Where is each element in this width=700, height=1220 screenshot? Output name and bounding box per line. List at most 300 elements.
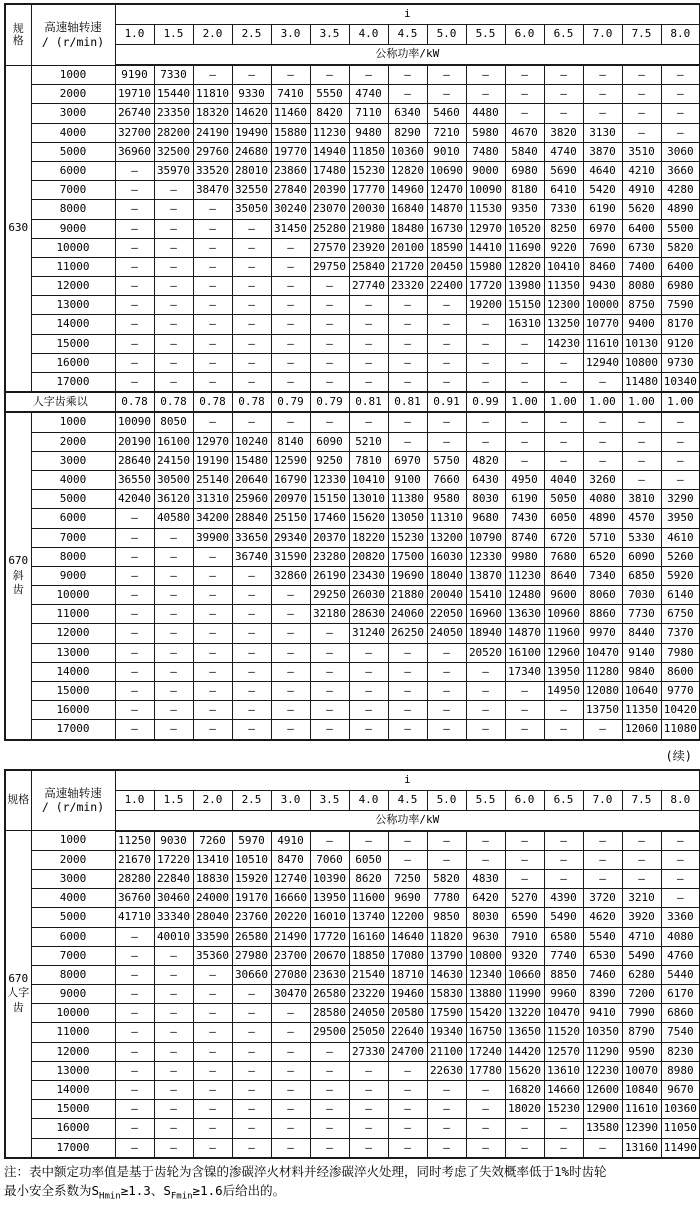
power-value-cell: —	[505, 412, 544, 432]
power-value-cell: 11690	[505, 238, 544, 257]
power-value-cell: 9350	[505, 200, 544, 219]
power-value-cell: 31310	[193, 490, 232, 509]
power-value-cell: 7430	[505, 509, 544, 528]
rpm-cell: 13000	[31, 643, 115, 662]
power-value-cell: 3660	[661, 161, 700, 180]
power-value-cell: —	[115, 373, 154, 393]
power-value-cell: 5710	[583, 528, 622, 547]
power-value-cell: 26580	[232, 927, 271, 946]
power-value-cell: 10470	[544, 1004, 583, 1023]
table-row	[5, 123, 700, 142]
power-value-cell: 36740	[232, 547, 271, 566]
power-value-cell: 28280	[115, 869, 154, 888]
table-row	[5, 701, 700, 720]
power-value-cell: 19460	[388, 985, 427, 1004]
power-value-cell: 9630	[466, 927, 505, 946]
power-value-cell: 4640	[583, 161, 622, 180]
power-value-cell: —	[271, 682, 310, 701]
table-row	[5, 1119, 700, 1138]
power-value-cell: —	[466, 315, 505, 334]
power-value-cell: 7590	[661, 296, 700, 315]
note-line2-mid: ≥1.3、S	[120, 1182, 171, 1198]
power-value-cell: —	[349, 831, 388, 851]
power-value-cell: 5420	[583, 181, 622, 200]
power-value-cell: 16750	[466, 1023, 505, 1042]
power-value-cell: —	[505, 353, 544, 372]
power-value-cell: —	[232, 277, 271, 296]
table-row	[5, 334, 700, 353]
power-value-cell: —	[193, 985, 232, 1004]
power-value-cell: 8230	[661, 1042, 700, 1061]
power-value-cell: 18320	[193, 104, 232, 123]
power-value-cell: —	[583, 65, 622, 85]
power-value-cell: 13160	[622, 1138, 661, 1158]
power-value-cell: 9220	[544, 238, 583, 257]
power-value-cell: —	[427, 412, 466, 432]
power-value-cell: 40580	[154, 509, 193, 528]
power-value-cell: 8980	[661, 1061, 700, 1080]
power-value-cell: 5500	[661, 219, 700, 238]
multiplier-value-cell: 1.00	[622, 392, 661, 412]
power-value-cell: —	[505, 373, 544, 393]
power-value-cell: 11460	[271, 104, 310, 123]
power-value-cell: 11610	[583, 334, 622, 353]
power-value-cell: —	[115, 643, 154, 662]
rpm-cell: 5000	[31, 142, 115, 161]
power-value-cell: 15480	[232, 451, 271, 470]
power-value-cell: —	[193, 315, 232, 334]
power-value-cell: —	[232, 586, 271, 605]
power-value-cell: —	[271, 1004, 310, 1023]
power-value-cell: 18480	[388, 219, 427, 238]
power-value-cell: 36960	[115, 142, 154, 161]
power-value-cell: 9190	[115, 65, 154, 85]
power-value-cell: 24000	[193, 889, 232, 908]
power-value-cell: 36550	[115, 470, 154, 489]
power-value-cell: 8290	[388, 123, 427, 142]
power-value-cell: —	[154, 624, 193, 643]
power-value-cell: —	[427, 1138, 466, 1158]
power-value-cell: 10800	[466, 946, 505, 965]
rpm-cell: 9000	[31, 219, 115, 238]
power-value-cell: —	[349, 353, 388, 372]
power-value-cell: —	[466, 701, 505, 720]
rpm-cell: 7000	[31, 946, 115, 965]
rpm-cell: 1000	[31, 412, 115, 432]
power-value-cell: 12340	[466, 965, 505, 984]
power-value-cell: —	[115, 238, 154, 257]
power-value-cell: 16660	[271, 889, 310, 908]
power-value-cell: —	[427, 353, 466, 372]
power-value-cell: 15620	[349, 509, 388, 528]
power-value-cell: —	[154, 277, 193, 296]
power-value-cell: —	[583, 373, 622, 393]
power-value-cell: —	[466, 412, 505, 432]
power-value-cell: 10690	[427, 161, 466, 180]
rpm-cell: 11000	[31, 257, 115, 276]
power-value-cell: —	[232, 219, 271, 238]
table-row	[5, 927, 700, 946]
power-value-cell: —	[505, 720, 544, 740]
power-value-cell: —	[193, 682, 232, 701]
ratio-header-cell: 8.0	[661, 790, 700, 810]
power-value-cell: 13410	[193, 850, 232, 869]
power-value-cell: 13010	[349, 490, 388, 509]
power-value-cell: 14960	[388, 181, 427, 200]
power-value-cell: 22640	[388, 1023, 427, 1042]
power-value-cell: 32500	[154, 142, 193, 161]
power-value-cell: 10240	[232, 432, 271, 451]
power-value-cell: 7200	[622, 985, 661, 1004]
power-value-cell: —	[583, 104, 622, 123]
power-value-cell: 8050	[154, 412, 193, 432]
ratio-header-cell: 7.0	[583, 790, 622, 810]
power-value-cell: —	[193, 1061, 232, 1080]
power-value-cell: —	[661, 65, 700, 85]
ratio-header-cell: 7.5	[622, 790, 661, 810]
power-value-cell: —	[544, 65, 583, 85]
power-value-cell: —	[583, 451, 622, 470]
power-value-cell: 8790	[622, 1023, 661, 1042]
rpm-cell: 12000	[31, 1042, 115, 1061]
power-value-cell: —	[154, 238, 193, 257]
rpm-cell: 2000	[31, 85, 115, 104]
power-value-cell: 11350	[622, 701, 661, 720]
power-value-cell: 23430	[349, 566, 388, 585]
power-value-cell: 10130	[622, 334, 661, 353]
power-value-cell: —	[583, 1138, 622, 1158]
table-body	[5, 831, 700, 1158]
power-value-cell: 12480	[505, 586, 544, 605]
power-value-cell: 16010	[310, 908, 349, 927]
power-value-cell: —	[232, 605, 271, 624]
spec-cell: 630	[5, 65, 31, 392]
power-value-cell: 19770	[271, 142, 310, 161]
power-value-cell: —	[154, 946, 193, 965]
power-value-cell: 8080	[622, 277, 661, 296]
power-value-cell: —	[661, 889, 700, 908]
power-value-cell: 6980	[505, 161, 544, 180]
power-value-cell: —	[271, 353, 310, 372]
power-value-cell: —	[349, 315, 388, 334]
power-value-cell: 31240	[349, 624, 388, 643]
power-value-cell: 17080	[388, 946, 427, 965]
power-value-cell: 12390	[622, 1119, 661, 1138]
power-value-cell: 32860	[271, 566, 310, 585]
power-value-cell: 3920	[622, 908, 661, 927]
power-value-cell: 5750	[427, 451, 466, 470]
power-value-cell: 6980	[661, 277, 700, 296]
power-value-cell: —	[154, 643, 193, 662]
table-row	[5, 451, 700, 470]
power-value-cell: —	[154, 257, 193, 276]
power-value-cell: —	[271, 720, 310, 740]
power-value-cell: 7740	[544, 946, 583, 965]
power-value-cell: —	[115, 1042, 154, 1061]
power-table-2	[4, 769, 698, 1159]
power-value-cell: —	[388, 1100, 427, 1119]
power-value-cell: —	[154, 1042, 193, 1061]
power-value-cell: —	[310, 831, 349, 851]
power-value-cell: 31450	[271, 219, 310, 238]
rpm-cell: 9000	[31, 985, 115, 1004]
power-value-cell: 16730	[427, 219, 466, 238]
power-value-cell: —	[427, 1119, 466, 1138]
power-value-cell: —	[427, 334, 466, 353]
power-value-cell: —	[154, 1004, 193, 1023]
rpm-cell: 16000	[31, 701, 115, 720]
table-row	[5, 643, 700, 662]
power-value-cell: 4950	[505, 470, 544, 489]
multiplier-value-cell: 0.91	[427, 392, 466, 412]
power-value-cell: —	[544, 373, 583, 393]
power-value-cell: 10510	[232, 850, 271, 869]
table-row	[5, 238, 700, 257]
power-value-cell: —	[271, 296, 310, 315]
table-row	[5, 831, 700, 851]
multiplier-value-cell: 0.79	[271, 392, 310, 412]
power-value-cell: —	[232, 720, 271, 740]
power-value-cell: 8030	[466, 908, 505, 927]
ratio-header-cell: 5.5	[466, 25, 505, 45]
power-value-cell: —	[661, 123, 700, 142]
power-value-cell: —	[232, 662, 271, 681]
power-value-cell: 9590	[622, 1042, 661, 1061]
table-row	[5, 1100, 700, 1119]
ratio-header-cell: 3.0	[271, 790, 310, 810]
power-value-cell: 3810	[622, 490, 661, 509]
power-value-cell: 16960	[466, 605, 505, 624]
power-value-cell: 10840	[622, 1081, 661, 1100]
power-value-cell: 5840	[505, 142, 544, 161]
power-value-cell: 4280	[661, 181, 700, 200]
power-value-cell: 28010	[232, 161, 271, 180]
power-value-cell: 11050	[661, 1119, 700, 1138]
power-value-cell: —	[154, 662, 193, 681]
power-value-cell: 20370	[310, 528, 349, 547]
power-value-cell: —	[466, 831, 505, 851]
power-value-cell: 9320	[505, 946, 544, 965]
table-row	[5, 470, 700, 489]
power-value-cell: 23350	[154, 104, 193, 123]
ratio-header-cell: 6.0	[505, 790, 544, 810]
power-value-cell: —	[388, 1138, 427, 1158]
power-value-cell: 13200	[427, 528, 466, 547]
power-value-cell: 5920	[661, 566, 700, 585]
power-value-cell: 10420	[661, 701, 700, 720]
power-value-cell: 5330	[622, 528, 661, 547]
power-value-cell: 4740	[349, 85, 388, 104]
power-value-cell: 4480	[466, 104, 505, 123]
power-value-cell: 16840	[388, 200, 427, 219]
ratio-header-cell: 5.0	[427, 25, 466, 45]
power-value-cell: —	[583, 85, 622, 104]
ratio-header-cell: 2.0	[193, 25, 232, 45]
power-value-cell: —	[271, 605, 310, 624]
note-subscript-hmin: Hmin	[99, 1191, 121, 1201]
power-value-cell: —	[466, 662, 505, 681]
power-value-cell: —	[232, 1138, 271, 1158]
power-value-cell: 7990	[622, 1004, 661, 1023]
power-value-cell: —	[583, 869, 622, 888]
power-value-cell: —	[622, 869, 661, 888]
power-value-cell: 5270	[505, 889, 544, 908]
power-value-cell: 6750	[661, 605, 700, 624]
multiplier-value-cell: 1.00	[505, 392, 544, 412]
power-value-cell: —	[466, 1138, 505, 1158]
power-value-cell: —	[388, 65, 427, 85]
power-value-cell: —	[388, 1061, 427, 1080]
power-value-cell: —	[349, 334, 388, 353]
power-value-cell: 7680	[544, 547, 583, 566]
power-value-cell: 27570	[310, 238, 349, 257]
speed-column-header: 高速轴转速 / (r/min)	[31, 4, 115, 65]
power-value-cell: —	[232, 353, 271, 372]
power-value-cell: 5440	[661, 965, 700, 984]
power-value-cell: —	[388, 296, 427, 315]
power-value-cell: 33650	[232, 528, 271, 547]
power-value-cell: —	[310, 1081, 349, 1100]
power-value-cell: 15880	[271, 123, 310, 142]
multiplier-value-cell: 1.00	[583, 392, 622, 412]
power-value-cell: —	[154, 547, 193, 566]
spec-cell: 670 斜 齿	[5, 412, 31, 739]
power-value-cell: —	[154, 296, 193, 315]
table-header	[5, 770, 700, 831]
power-value-cell: 20670	[310, 946, 349, 965]
power-value-cell: —	[115, 1081, 154, 1100]
power-value-cell: 3510	[622, 142, 661, 161]
power-value-cell: 8390	[583, 985, 622, 1004]
power-value-cell: 12970	[466, 219, 505, 238]
power-value-cell: 19710	[115, 85, 154, 104]
power-value-cell: —	[232, 1023, 271, 1042]
power-value-cell: 34200	[193, 509, 232, 528]
power-value-cell: 8750	[622, 296, 661, 315]
power-value-cell: 13980	[505, 277, 544, 296]
power-value-cell: 6090	[310, 432, 349, 451]
rpm-cell: 5000	[31, 908, 115, 927]
table-row	[5, 65, 700, 85]
power-value-cell: 4820	[466, 451, 505, 470]
power-value-cell: 13790	[427, 946, 466, 965]
power-value-cell: —	[466, 373, 505, 393]
ratio-i-header: i	[115, 4, 700, 25]
power-value-cell: 7480	[466, 142, 505, 161]
power-value-cell: —	[505, 850, 544, 869]
power-value-cell: 20030	[349, 200, 388, 219]
power-value-cell: 15980	[466, 257, 505, 276]
power-value-cell: 9410	[583, 1004, 622, 1023]
power-value-cell: —	[154, 701, 193, 720]
power-value-cell: —	[232, 1100, 271, 1119]
power-value-cell: 6520	[583, 547, 622, 566]
power-value-cell: 19170	[232, 889, 271, 908]
power-value-cell: 16790	[271, 470, 310, 489]
power-value-cell: —	[466, 65, 505, 85]
power-value-cell: —	[193, 200, 232, 219]
power-value-cell: 19490	[232, 123, 271, 142]
power-value-cell: 10960	[544, 605, 583, 624]
power-value-cell: —	[232, 1081, 271, 1100]
rpm-cell: 6000	[31, 161, 115, 180]
power-value-cell: —	[310, 624, 349, 643]
multiplier-label: 人字齿乘以	[5, 392, 115, 412]
table-row	[5, 200, 700, 219]
power-value-cell: 15150	[310, 490, 349, 509]
power-value-cell: —	[622, 451, 661, 470]
power-value-cell: 4390	[544, 889, 583, 908]
power-value-cell: —	[115, 701, 154, 720]
power-value-cell: 28040	[193, 908, 232, 927]
power-value-cell: —	[349, 720, 388, 740]
power-value-cell: 23860	[271, 161, 310, 180]
power-value-cell: 22840	[154, 869, 193, 888]
power-value-cell: 4890	[661, 200, 700, 219]
power-value-cell: 7540	[661, 1023, 700, 1042]
table-row	[5, 277, 700, 296]
power-value-cell: 33520	[193, 161, 232, 180]
power-value-cell: 14230	[544, 334, 583, 353]
note-text	[4, 1163, 698, 1204]
power-value-cell: 19690	[388, 566, 427, 585]
power-value-cell: —	[427, 662, 466, 681]
power-value-cell: 14950	[544, 682, 583, 701]
power-value-cell: —	[544, 451, 583, 470]
power-value-cell: 24050	[427, 624, 466, 643]
power-value-cell: 17780	[466, 1061, 505, 1080]
power-value-cell: 5550	[310, 85, 349, 104]
power-value-cell: —	[427, 682, 466, 701]
power-value-cell: 6190	[583, 200, 622, 219]
rpm-cell: 3000	[31, 869, 115, 888]
power-value-cell: 23760	[232, 908, 271, 927]
table-row	[5, 1138, 700, 1158]
power-value-cell: —	[427, 831, 466, 851]
power-value-cell: 13050	[388, 509, 427, 528]
rpm-cell: 3000	[31, 104, 115, 123]
power-value-cell: —	[427, 850, 466, 869]
power-value-cell: —	[232, 566, 271, 585]
power-value-cell: —	[466, 682, 505, 701]
power-value-cell: —	[193, 566, 232, 585]
power-value-cell: 32700	[115, 123, 154, 142]
rpm-cell: 13000	[31, 1061, 115, 1080]
power-value-cell: 12970	[193, 432, 232, 451]
power-value-cell: 9120	[661, 334, 700, 353]
power-value-cell: 5540	[583, 927, 622, 946]
power-value-cell: 6430	[466, 470, 505, 489]
power-value-cell: —	[622, 104, 661, 123]
power-value-cell: —	[193, 296, 232, 315]
power-value-cell: 16030	[427, 547, 466, 566]
power-value-cell: —	[349, 1061, 388, 1080]
ratio-header-cell: 6.0	[505, 25, 544, 45]
power-value-cell: —	[388, 432, 427, 451]
power-value-cell: 9480	[349, 123, 388, 142]
power-value-cell: —	[427, 65, 466, 85]
power-value-cell: 17460	[310, 509, 349, 528]
power-value-cell: 17480	[310, 161, 349, 180]
power-value-cell: 9840	[622, 662, 661, 681]
power-value-cell: —	[310, 277, 349, 296]
power-unit-header: 公称功率/kW	[115, 45, 700, 66]
power-value-cell: 7260	[193, 831, 232, 851]
power-value-cell: 4910	[271, 831, 310, 851]
ratio-i-header: i	[115, 770, 700, 791]
multiplier-value-cell: 1.00	[661, 392, 700, 412]
rpm-cell: 16000	[31, 1119, 115, 1138]
